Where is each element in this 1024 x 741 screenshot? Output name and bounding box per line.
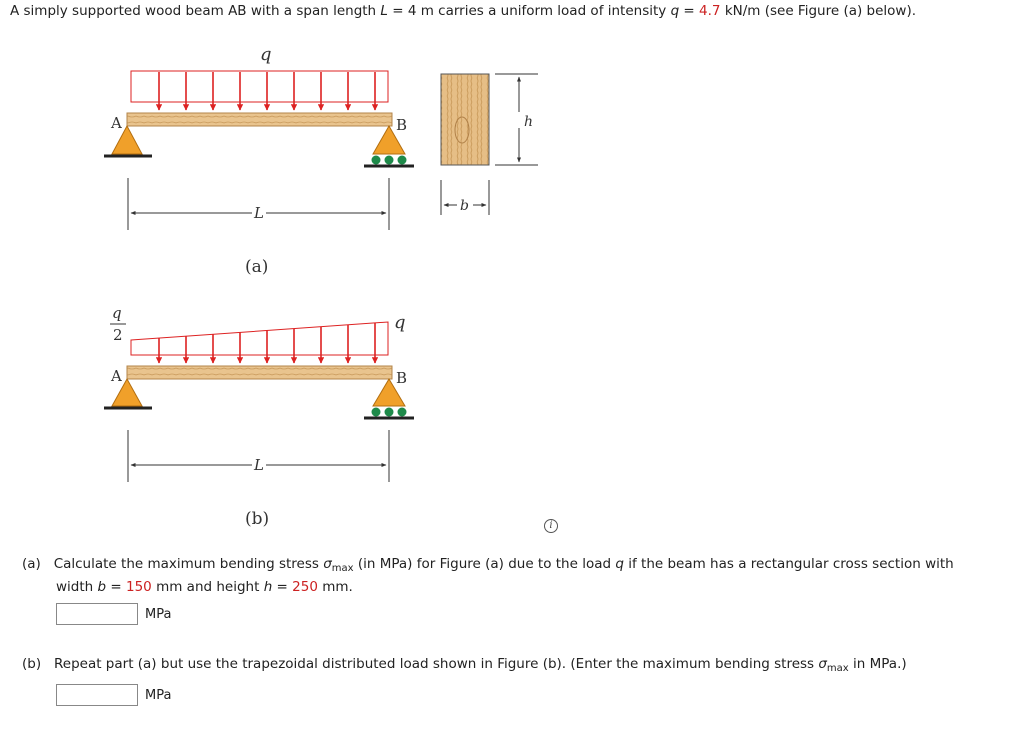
part-a-tag: (a) — [22, 556, 41, 572]
answer-input-b[interactable] — [56, 684, 138, 706]
unit-label-b: MPa — [145, 688, 172, 703]
h-value: 250 — [292, 579, 318, 595]
caption-a: (a) — [245, 257, 269, 277]
figure-b — [104, 304, 414, 529]
load-label-q-b: q — [394, 312, 406, 333]
label-B-a: B — [396, 116, 408, 134]
roller-wheels-b — [372, 408, 407, 417]
label-A-b: A — [111, 367, 122, 385]
label-A-a: A — [111, 114, 122, 132]
trapezoid-load-frame — [131, 322, 388, 355]
label-B-b: B — [396, 369, 408, 387]
frac-den: 2 — [113, 326, 123, 344]
figure-a — [104, 44, 538, 277]
q-value: 4.7 — [699, 3, 721, 19]
cross-section — [441, 74, 489, 165]
beam-b — [127, 366, 392, 379]
uniform-load-frame — [131, 71, 388, 102]
width-label: b — [460, 198, 469, 214]
problem-statement: A simply supported wood beam AB with a span length L = 4 m carries a uniform load of intensity q = 4.7 kN/m (see Figure (a) below). — [10, 3, 917, 19]
span-label-a: L — [254, 204, 264, 222]
load-arrows-a — [159, 72, 375, 110]
load-label-q-a: q — [260, 44, 272, 65]
part-a-question: (a) Calculate the maximum bending stress $\sigma_{max}$ (in MPa) for Figure (a) due to the load q if the beam has a rectangular cross section with — [22, 556, 954, 574]
frac-num: q — [112, 304, 122, 322]
height-label: h — [524, 114, 534, 130]
info-icon[interactable]: i — [544, 519, 558, 533]
roller-wheels-a — [372, 156, 407, 165]
caption-b: (b) — [245, 509, 270, 529]
b-value: 150 — [126, 579, 152, 595]
answer-input-a[interactable] — [56, 603, 138, 625]
part-b-tag: (b) — [22, 656, 42, 672]
part-a-question-line2: width b = 150 mm and height h = 250 mm. — [56, 579, 353, 595]
span-label-b: L — [254, 456, 264, 474]
beam-a — [127, 113, 392, 126]
unit-label-a: MPa — [145, 607, 172, 622]
part-b-question: (b) Repeat part (a) but use the trapezoidal distributed load shown in Figure (b). (Enter the maximum bending stress $\sigma_{max}$ in MPa.) — [22, 656, 907, 674]
load-arrows-b — [159, 323, 375, 363]
